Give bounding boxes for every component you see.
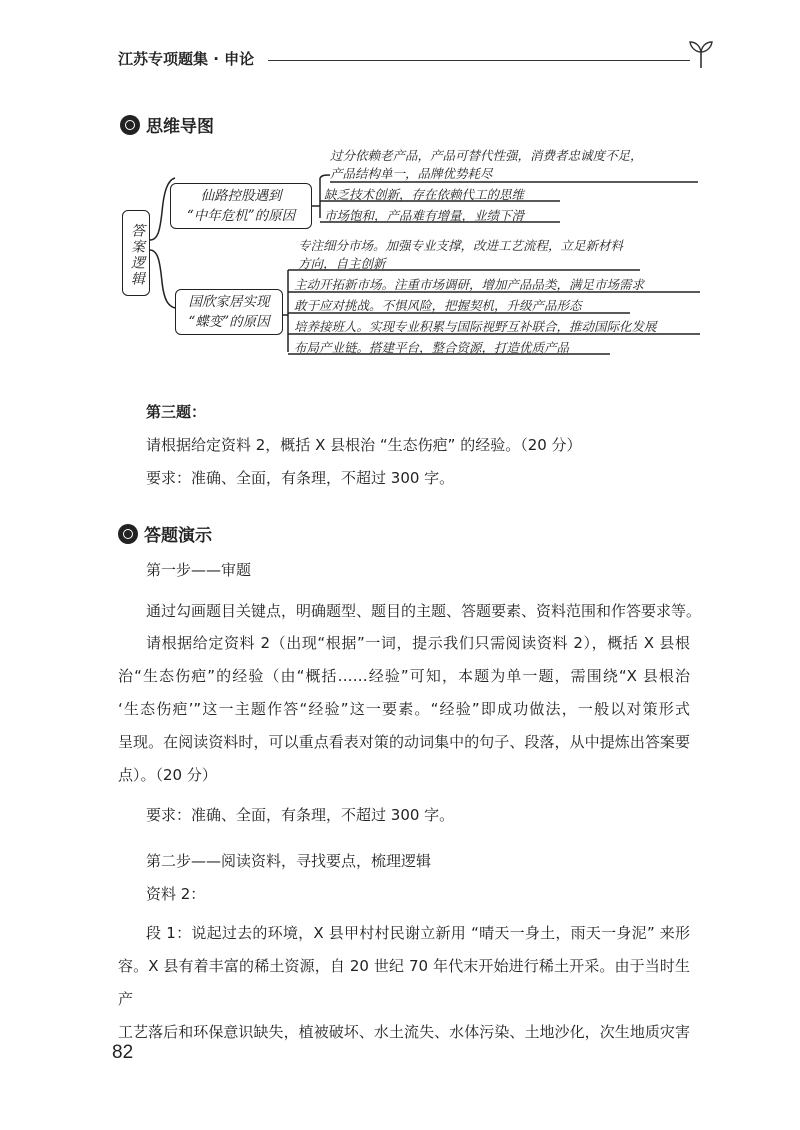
branch1-leaf1-line1: 过分依赖老产品，产品可替代性强，消费者忠诚度不足，: [330, 148, 643, 163]
mindmap-root-node: 答案逻辑: [122, 210, 150, 296]
material-line-3: 工艺落后和环保意识缺失，植被破坏、水土流失、水体污染、土地沙化，次生地质灾害: [118, 1023, 690, 1041]
question-label: 第三题：: [146, 403, 207, 421]
material-line-1: 段 1：说起过去的环境，X 县甲村村民谢立新用 “晴天一身土，雨天一身泥” 来形: [146, 924, 690, 942]
demo-section-title: [118, 521, 212, 546]
branch2-leaf1-line1: 专注细分市场。加强专业支撑，改进工艺流程，立足新材料: [298, 238, 624, 253]
question-prompt: 请根据给定资料 2，概括 X 县根治 “生态伤疤” 的经验。（20 分）: [146, 436, 582, 454]
material-label: 资料 2：: [146, 885, 206, 903]
step1-text: 通过勾画题目关键点，明确题型、题目的主题、答题要素、资料范围和作答要求等。: [146, 602, 702, 620]
analysis-line-3: ‘生态伤疤’”这一主题作答“经验”这一要素。“经验”即成功做法，一般以对策形式: [118, 700, 690, 718]
branch1-leaf3: 市场饱和，产品难有增量，业绩下滑: [324, 208, 525, 223]
step1-title: 第一步——审题: [146, 561, 252, 579]
branch1-leaf1-line2: 产品结构单一，品牌优势耗尽: [330, 166, 493, 181]
branch2-leaf5: 布局产业链。搭建平台，整合资源，打造优质产品: [294, 340, 570, 355]
branch2-leaf4: 培养接班人。实现专业积累与国际视野互补联合，推动国际化发展: [294, 319, 657, 334]
analysis-line-5: 点）。（20 分）: [118, 766, 217, 784]
page-number: 82: [112, 1042, 134, 1063]
analysis-line-1: 请根据给定资料 2（出现“根据”一词，提示我们只需阅读资料 2），概括 X 县根: [146, 634, 690, 652]
demo-requirement: 要求：准确、全面，有条理，不超过 300 字。: [146, 806, 455, 824]
demo-title-text: 答题演示: [144, 526, 212, 546]
branch2-leaf3: 敢于应对挑战。不惧风险，把握契机，升级产品形态: [294, 298, 582, 313]
mindmap-title-text: 思维导图: [146, 117, 214, 137]
analysis-paragraph: [118, 627, 690, 792]
branch2-label-line2: “蝶变”的原因: [188, 314, 270, 330]
branch2-leaf2: 主动开拓新市场。注重市场调研，增加产品品类，满足市场需求: [294, 277, 645, 292]
question-requirement: 要求：准确、全面，有条理，不超过 300 字。: [146, 469, 455, 487]
material-paragraph: [118, 917, 690, 1049]
mindmap-branch2-node: [175, 289, 283, 335]
leaf-badge-icon: [118, 524, 138, 544]
branch1-leaf2: 缺乏技术创新，存在依赖代工的思维: [324, 187, 525, 202]
material-line-2: 容。X 县有着丰富的稀土资源，自 20 世纪 70 年代末开始进行稀土开采。由于当时生产: [118, 957, 690, 1008]
mindmap-branch1-node: [170, 183, 312, 229]
branch2-label-line1: 国欣家居实现: [188, 294, 270, 310]
analysis-line-2: 治“生态伤疤”的经验（由“概括……经验”可知，本题为单一题，需围绕“X 县根治: [118, 667, 690, 685]
header-title: 江苏专项题集 · 申论: [118, 50, 255, 68]
branch1-label-line1: 仙路控股遇到: [200, 188, 282, 204]
branch2-leaf1-line2: 方向，自主创新: [298, 256, 386, 271]
branch1-label-line2: “中年危机”的原因: [186, 208, 296, 224]
step2-title: 第二步——阅读资料，寻找要点，梳理逻辑: [146, 852, 432, 870]
analysis-line-4: 呈现。在阅读资料时，可以重点看表对策的动词集中的句子、段落，从中提炼出答案要: [118, 733, 690, 751]
